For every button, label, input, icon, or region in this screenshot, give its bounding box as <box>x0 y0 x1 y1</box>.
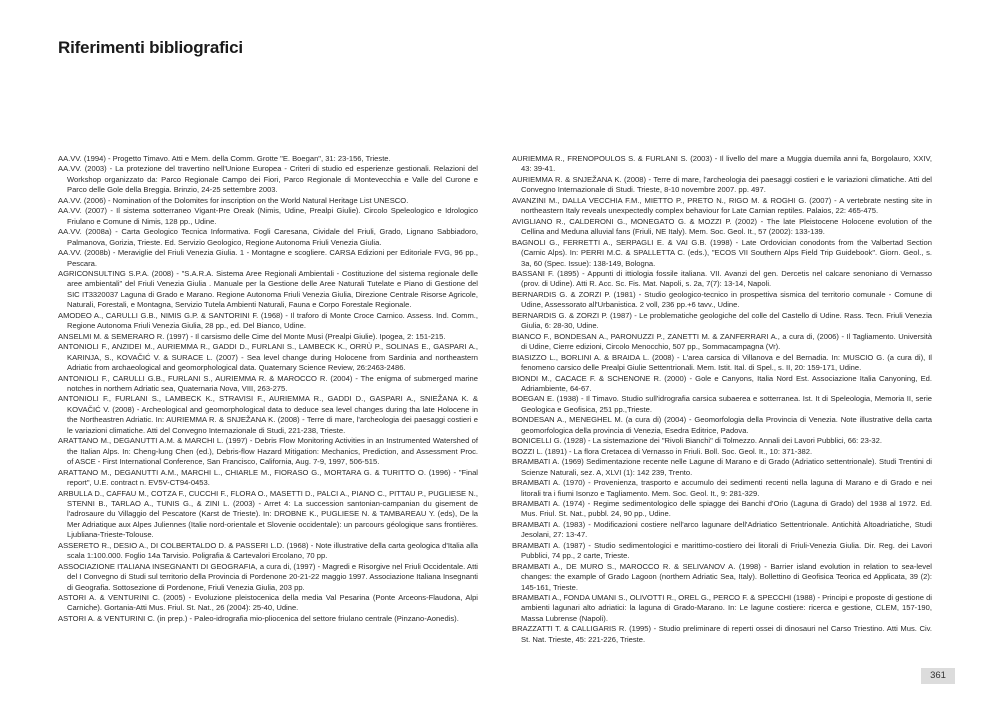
reference-entry: AA.VV. (2007) - Il sistema sotterraneo Vigant-Pre Oreak (Nimis, Udine, Prealpi Giulie). Circolo Speleologico e Idrologico Friulano e Comune di Nimis, 128 pp., Udine. <box>58 206 478 226</box>
reference-entry: ASSERETO R., DESIO A., DI COLBERTALDO D. & PASSERI L.D. (1968) - Note illustrative della carta geologica d'Italia alla scala 1:100.000. Foglio 14a Tarvisio. Poligrafia & Cartevalori Ercolano, 70 pp. <box>58 540 478 561</box>
reference-entry: ANTONIOLI F., ANZIDEI M., AURIEMMA R., GADDI D., FURLANI S., LAMBECK K., ORRÙ P., SOLINAS E., GASPARI A., KARINJA, S., KOVAČIĆ V. & SURACE L. (2007) - Sea level change during Holocene from Sardinia and northeastern Adriatic from archaeological and geomorphological data. Quaternary Science Review, 26:2463-2486. <box>58 342 478 373</box>
reference-entry: BRAMBATI A. (1987) - Studio sedimentologici e marittimo-costiero dei litorali di Friuli-Venezia Giulia. Dir. Reg. dei Lavori Pubblici, 74 pp., 2 carte, Trieste. <box>512 540 932 561</box>
references-column-right <box>512 154 932 645</box>
reference-entry: BIONDI M., CACACE F. & SCHENONE R. (2000) - Gole e Canyons, Italia Nord Est. Associazione Italia Canyoning, Ed. Adriambiente, 64-67. <box>512 373 932 393</box>
reference-entry: AA.VV. (2006) - Nomination of the Dolomites for inscription on the World Natural Heritage List UNESCO. <box>58 195 409 205</box>
reference-entry: BRAMBATI A. (1974) - Regime sedimentologico delle spiagge dei Banchi d'Orio (Laguna di Grado) del 1938 al 1972. Ed. Mus. Friul. St. Nat., pubbl. 24, 90 pp., Udine. <box>512 498 932 519</box>
reference-entry: BIASIZZO L., BORLINI A. & BRAIDA L. (2008) - L'area carsica di Villanova e del Bernadia. In: MUSCIO G. (a cura di), Il fenomeno carsico delle Prealpi Giulie Settentrionali. Mem. Istit. Ital. di Spel., s. II, 20: 159-171, Udine. <box>512 352 932 373</box>
reference-entry: BASSANI F. (1895) - Appunti di ittiologia fossile italiana. VII. Avanzi del gen. Dercetis nel calcare senoniano di Vernasso (prov. di Udine). Atti R. Acc. Sc. Fis. Mat. Napoli, s. 2a, 7(7): 13-14, Napoli. <box>512 268 932 289</box>
reference-entry: AGRICONSULTING S.P.A. (2008) - "S.A.R.A. Sistema Aree Regionali Ambientali - Costituzione del sistema regionale delle aree ambientali" del Friuli Venezia Giulia . Manuale per la Gestione delle Aree Naturali Tutelate e Piano di Gestione del SIC IT3320037 Laguna di Grado e Marano. Regione Autonoma Friuli Venezia Giulia, Direzione Centrale Risorse Agricole, Naturali, Forestali, e Montagna, Servizio Tutela Ambienti Naturali, Fauna e Corpo Forestale Regionale. <box>58 268 478 310</box>
reference-entry: BRAMBATI A. (1970) - Provenienza, trasporto e accumulo dei sedimenti recenti nella laguna di Marano e di Grado e nei litorali tra i fiumi Isonzo e Tagliamento. Mem. Soc. Geol. It., 9: 281-329. <box>512 478 932 498</box>
reference-entry: BAGNOLI G., FERRETTI A., SERPAGLI E. & VAI G.B. (1998) - Late Ordovician conodonts from the Valbertad Section (Carnic Alps). In: PERRI M.C. & SPALLETTA C. (eds.), "ECOS VII Southern Alps Field Trip Guidebook". Giorn. Geol., s. 3a, 60 (Spec. Issue): 138-149, Bologna. <box>512 237 932 268</box>
reference-entry: BRAMBATI A., FONDA UMANI S., OLIVOTTI R., OREL G., PERCO F. & SPECCHI (1988) - Principi e proposte di gestione di ambienti lagunari alto adriatici: la laguna di Grado-Marano. In: Le lagune costiere: ricerca e gestione, CLEM, 157-190, Massa Lubrense (Napoli). <box>512 593 932 623</box>
reference-entry: BRAMBATI A. (1969) Sedimentazione recente nelle Lagune di Marano e di Grado (Adriatico settentrionale). Studi Trentini di Scienze Naturali, sez. A, XLVI (1): 142 239, Trento. <box>512 457 932 477</box>
reference-entry: BOZZI L. (1891) - La flora Cretacea di Vernasso in Friuli. Boll. Soc. Geol. It., 10: 371-382. <box>512 446 813 456</box>
page-title: Riferimenti bibliografici <box>58 38 243 57</box>
reference-entry: ARBULLA D., CAFFAU M., COTZA F., CUCCHI F., FLORA O., MASETTI D., PALCI A., PIANO C., PITTAU P., PUGLIESE N., STENNI B., TARLAO A., TUNIS G., & ZINI L. (2003) - Arret 4: La succession santonian-campanian du gisement de l'adrosaure du Villaggio del Pescatore (Karst de Trieste). In: DROBNE K., PUGLIESE N. & TAMBAREAU Y. (eds), De la Mer Adriatique aux Alpes Juliennes (Italie nord-orientale et Slovenie occidentale): un parcours géologique sans frontières. Ljubliana-Trieste-Tolouse. <box>58 488 478 540</box>
reference-entry: BERNARDIS G. & ZORZI P. (1981) - Studio geologico-tecnico in prospettiva sismica del territorio comunale - Comune di Udine, Assessorato all'Urbanistica. 2 voll, 236 pp.+6 tavv., Udine. <box>512 289 932 310</box>
reference-entry: ARATTANO M., DEGANUTTI A.M. & MARCHI L. (1997) - Debris Flow Monitoring Activities in an Instrumented Watershed of the Italian Alps. In: Cheng-lung Chen (ed.), Debris-flow Hazard Mitigation: Mechanics, Prediction, and Assessment Proc. of ASCE - First International Conference, San Francisco, California, Aug. 7-9, 1997, 506-515. <box>58 436 478 467</box>
reference-entry: ASTORI A. & VENTURINI C. (2005) - Evoluzione pleistocenica della media Val Pesarina (Ponte Arceons-Flaudona, Alpi Carniche). Gortania-Atti Mus. Friul. St. Nat., 26 (2004): 25-40, Udine. <box>58 593 478 613</box>
reference-entry: ANTONIOLI F., CARULLI G.B., FURLANI S., AURIEMMA R. & MAROCCO R. (2004) - The enigma of submerged marine notches in northern Adriatic sea, Quaternaria Nova, VIII, 263-275. <box>58 373 478 393</box>
reference-entry: AA.VV. (2008a) - Carta Geologico Tecnica Informativa. Fogli Caresana, Cividale del Friuli, Grado, Lignano Sabbiadoro, Palmanova, Gorizia, Trieste. Ed. Servizio Geologico, Regione Autonoma Friuli Venezia Giulia. <box>58 227 478 247</box>
references-column-left <box>58 154 478 624</box>
reference-entry: ASSOCIAZIONE ITALIANA INSEGNANTI DI GEOGRAFIA, a cura di, (1997) - Magredi e Risorgive nel Friuli Occidentale. Atti del I Convegno di Studi sul territorio della Provincia di Pordenone 20-21-22 maggio 1997. Associazione Italiana Insegnanti di Geografia. Sottosezione di Pordenone, Friuli Venezia Giulia, 203 pp. <box>58 561 478 592</box>
reference-entry: AVANZINI M., DALLA VECCHIA F.M., MIETTO P., PRETO N., RIGO M. & ROGHI G. (2007) - A vertebrate nesting site in northeastern Italy reveals unexpectedly complex behaviour for Late Carnian reptiles. Palaios, 22: 465-475. <box>512 195 932 216</box>
reference-entry: BRAMBATI A. (1983) - Modificazioni costiere nell'arco lagunare dell'Adriatico Settentrionale. Antichità Altoadriatiche, Studi Jesolani, 27: 13-47. <box>512 519 932 540</box>
reference-entry: ARATTANO M., DEGANUTTI A.M., MARCHI L., CHIARLE M., FIORASO G., MORTARA G. & TURITTO O. (1996) - "Final report", U.E. contract n. EV5V-CT94-0453. <box>58 467 478 488</box>
reference-entry: BRAZZATTI T. & CALLIGARIS R. (1995) - Studio preliminare di reperti ossei di dinosauri nel Carso Triestino. Atti Mus. Civ. St. Nat. Trieste, 45: 221-226, Trieste. <box>512 624 932 644</box>
reference-entry: AA.VV. (2008b) - Meraviglie del Friuli Venezia Giulia. 1 - Montagne e scogliere. CARSA Edizioni per Editoriale FVG, 96 pp., Pescara. <box>58 248 478 268</box>
reference-entry: ANSELMI M. & SEMERARO R. (1997) - Il carsismo delle Cime del Monte Musi (Prealpi Giulie). Ipogea, 2: 151-215. <box>58 331 446 341</box>
reference-entry: AA.VV. (2003) - La protezione del travertino nell'Unione Europea - Criteri di studio ed esperienze gestionali. Relazioni del Workshop organizzato da: Parco Regionale Campo dei Fiori, Parco Regionale di Montevecchia e Valle del Curone e Parco delle Gole della Breggia. Brinzio, 24-25 settembre 2003. <box>58 164 478 195</box>
reference-entry: BERNARDIS G. & ZORZI P. (1987) - Le problematiche geologiche del colle del Castello di Udine. Rass. Tecn. Friuli Venezia Giulia, 6: 28-30, Udine. <box>512 310 932 331</box>
reference-entry: ASTORI A. & VENTURINI C. (in prep.) - Paleo-idrografia mio-pliocenica del settore friulano centrale (Pinzano-Aonedis). <box>58 613 459 623</box>
reference-entry: BRAMBATI A., DE MURO S., MAROCCO R. & SELIVANOV A. (1998) - Barrier island evolution in relation to sea-level changes: the example of Grado Lagoon (northern Adriatic Sea, Italy). Bollettino di Geofisica Teorica ed Applicata, 39 (2): 145-161, Trieste. <box>512 561 932 592</box>
reference-entry: AVIGLIANO R., CALDERONI G., MONEGATO G. & MOZZI P. (2002) - The late Pleistocene Holocene evolution of the Cellina and Meduna alluvial fans (Friuli, NE Italy). Mem. Soc. Geol. It., 57 (2002): 133-139. <box>512 216 932 237</box>
reference-entry: AURIEMMA R. & SNJEŽANA K. (2008) - Terre di mare, l'archeologia dei paesaggi costieri e le variazioni climatiche. Atti del Convegno Internazionale di Studi. Trieste, 8-10 novembre 2007. pp. 497. <box>512 174 932 195</box>
reference-entry: BIANCO F., BONDESAN A., PARONUZZI P., ZANETTI M. & ZANFERRARI A., a cura di, (2006) - Il Tagliamento. Università di Udine, Cierre edizioni, Circolo Menocchio, 507 pp., Sommacampagna (Vr). <box>512 331 932 352</box>
reference-entry: BONDESAN A., MENEGHEL M. (a cura di) (2004) - Geomorfologia della Provincia di Venezia. Note illustrative della carta geomorfologica della provincia di Venezia, Esedra Editrice, Padova. <box>512 415 932 435</box>
reference-entry: AURIEMMA R., FRENOPOULOS S. & FURLANI S. (2003) - Il livello del mare a Muggia duemila anni fa, Borgolauro, XXIV, 43: 39-41. <box>512 154 932 174</box>
reference-entry: AA.VV. (1994) - Progetto Timavo. Atti e Mem. della Comm. Grotte "E. Boegan", 31: 23-156, Trieste. <box>58 154 391 163</box>
reference-entry: AMODEO A., CARULLI G.B., NIMIS G.P. & SANTORINI F. (1968) - Il traforo di Monte Croce Carnico. Assess. Ind. Comm., Regione Autonoma Friuli Venezia Giulia, 28 pp., ed. Del Bianco, Udine. <box>58 310 478 331</box>
reference-entry: ANTONIOLI F., FURLANI S., LAMBECK K., STRAVISI F., AURIEMMA R., GADDI D., GASPARI A., SNIEŽANA K. & KOVAČIĆ V. (2008) - Archeological and geomorphological data to deduce sea level changes during tha late Holocene in the Northeastren Adriatic. In: AURIEMMA R. & SNJEŽANA K. (2008) - Terre di mare, l'archeologia dei paesaggi costieri e le variazioni climatiche. Atti del Convegno Internazionale di Studi, 221-238, Trieste. <box>58 394 478 435</box>
reference-entry: BONICELLI G. (1928) - La sistemazione dei "Rivoli Bianchi" di Tolmezzo. Annali dei Lavori Pubblici, 66: 23-32. <box>512 436 882 446</box>
reference-entry: BOEGAN E. (1938) - Il Timavo. Studio sull'idrografia carsica subaerea e sotterranea. Ist. It di Speleologia, Memoria II, serie Geologica e Geofisica, 251 pp.,Trieste. <box>512 394 932 414</box>
page-number: 361 <box>921 668 955 684</box>
